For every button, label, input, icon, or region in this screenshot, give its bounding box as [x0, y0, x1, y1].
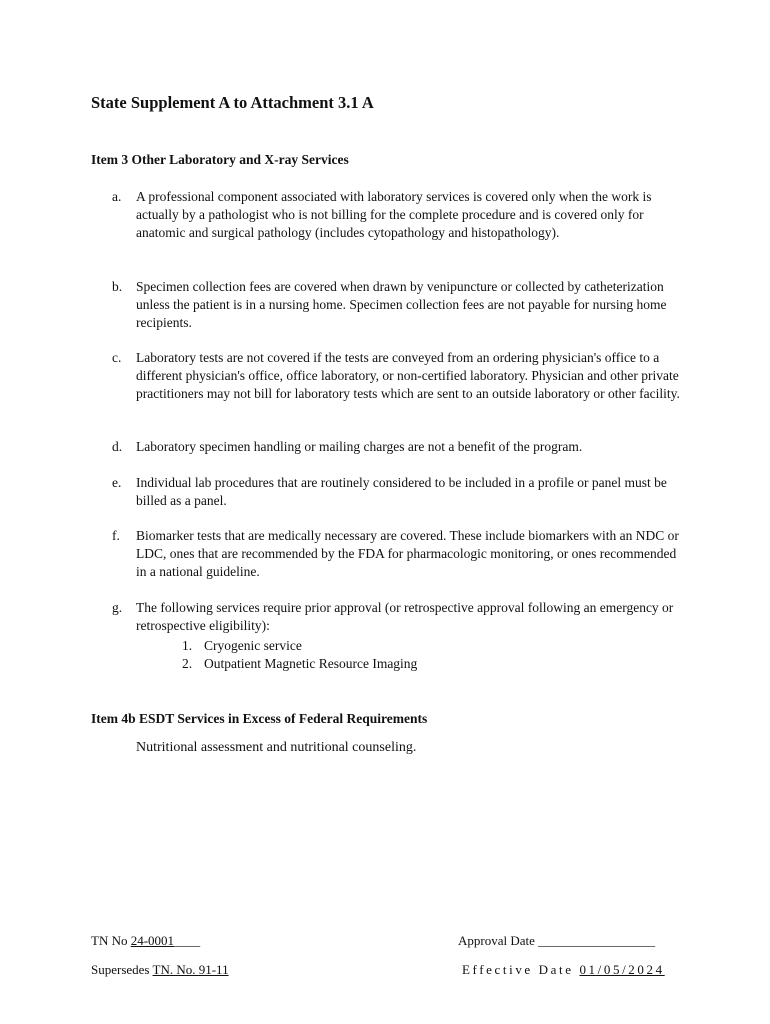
sublist-text: Outpatient Magnetic Resource Imaging	[204, 656, 418, 671]
list-item-text: Biomarker tests that are medically necessary are covered. These include biomarkers with an NDC or LDC, ones that are recommended by the FDA for pharmacologic monitoring, or ones recommended in a national guideline.	[136, 528, 679, 579]
list-item-text: Individual lab procedures that are routinely considered to be included in a profile or panel must be billed as a panel.	[136, 475, 667, 508]
list-item-letter: b.	[112, 279, 123, 294]
list-item-letter: e.	[112, 475, 122, 490]
list-item-letter: f.	[112, 528, 120, 543]
list-item-text: A professional component associated with laboratory services is covered only when the work is actually by a pathologist who is not billing for the complete procedure and is covered only for anatomic and surgical pathology (includes cytopathology and histopathology).	[136, 189, 652, 240]
document-title: State Supplement A to Attachment 3.1 A	[91, 93, 374, 112]
list-item-g	[112, 599, 682, 635]
tn-label: TN No	[91, 933, 128, 948]
list-item-d	[112, 438, 682, 456]
tn-value: 24-0001	[130, 933, 175, 948]
sublist-number: 2.	[182, 656, 193, 671]
list-item-letter: g.	[112, 600, 123, 615]
list-item-f	[112, 527, 682, 581]
effective-date	[462, 962, 665, 978]
approval-date	[458, 933, 655, 949]
item3-heading-prefix: Item 3	[91, 152, 129, 167]
sublist-item-2	[182, 655, 417, 673]
list-item-b	[112, 278, 682, 332]
list-item-text: Laboratory tests are not covered if the tests are conveyed from an ordering physician's office to a different physician's office, office laboratory, or non-certified laboratory. Physician and other private practitioners may not bill for laboratory tests which are sent to an outside laboratory or other facility.	[136, 350, 680, 401]
approval-blank: __________________	[538, 933, 656, 948]
list-item-text: Specimen collection fees are covered when drawn by venipuncture or collected by catheterization unless the patient is in a nursing home. Specimen collection fees are not payable for nursing home recipients.	[136, 279, 667, 330]
sublist-item-1	[182, 637, 302, 655]
effective-label: Effective Date	[462, 962, 574, 977]
list-item-c	[112, 349, 682, 403]
item4b-text: Nutritional assessment and nutritional counseling.	[136, 740, 417, 755]
approval-label: Approval Date	[458, 933, 535, 948]
supersedes-label: Supersedes	[91, 962, 150, 977]
list-item-text: The following services require prior approval (or retrospective approval following an emergency or retrospective eligibility):	[136, 600, 674, 633]
item3-heading-text: Other Laboratory and X-ray Services	[131, 152, 349, 167]
item3-heading	[91, 152, 349, 168]
list-item-letter: c.	[112, 350, 122, 365]
tn-number	[91, 933, 200, 949]
supersedes	[91, 962, 229, 978]
effective-value: 01/05/2024	[579, 962, 665, 977]
supersedes-value: TN. No. 91-11	[152, 962, 229, 977]
list-item-e	[112, 474, 682, 510]
list-item-letter: d.	[112, 439, 123, 454]
sublist-text: Cryogenic service	[204, 638, 302, 653]
sublist-number: 1.	[182, 638, 193, 653]
list-item-letter: a.	[112, 189, 122, 204]
tn-blank: ____	[174, 933, 201, 948]
list-item-a	[112, 188, 682, 242]
list-item-text: Laboratory specimen handling or mailing charges are not a benefit of the program.	[136, 439, 583, 454]
item4b-heading: Item 4b ESDT Services in Excess of Federal Requirements	[91, 711, 428, 726]
